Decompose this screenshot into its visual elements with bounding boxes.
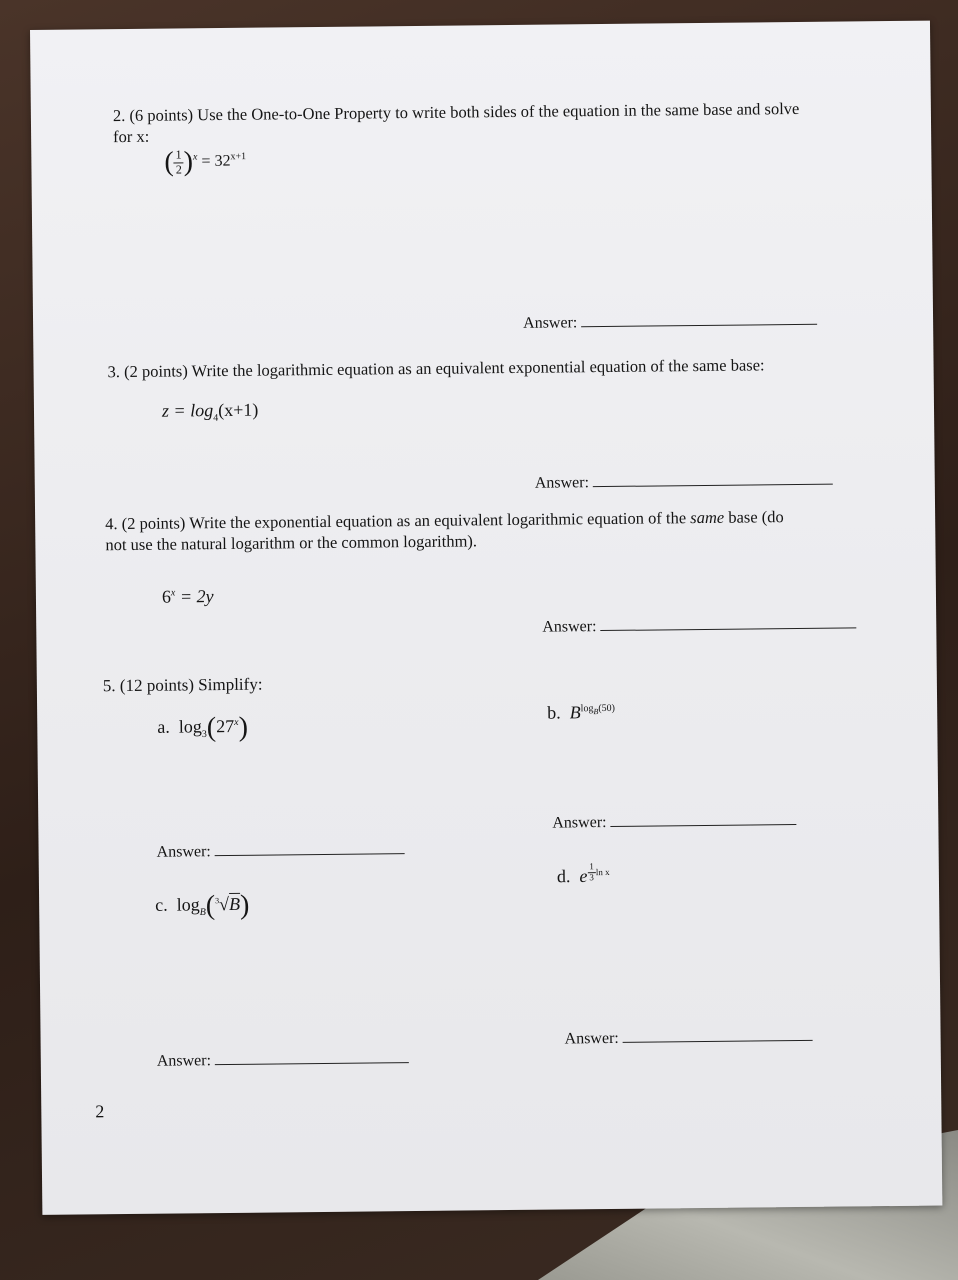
answer-line[interactable] [593, 483, 833, 488]
question-5-text: 5. (12 points) Simplify: [102, 674, 263, 696]
question-4-answer[interactable]: Answer: [542, 615, 856, 636]
question-2-text [113, 98, 800, 148]
question-4-equation: 6$^x$ = 2y [161, 586, 214, 607]
answer-line[interactable] [581, 323, 817, 327]
question-3-text: 3. (2 points) Write the logarithmic equation as an equivalent exponential equation of the same base: [107, 355, 765, 382]
question-2-line-2: for x: [113, 127, 150, 147]
question-2-answer[interactable]: Answer: [523, 312, 817, 333]
answer-line[interactable] [623, 1039, 813, 1043]
question-5a-answer[interactable]: Answer: [157, 841, 405, 862]
answer-line[interactable] [611, 823, 797, 827]
worksheet-page [30, 21, 942, 1215]
question-4-text: 4. (2 points) Write the exponential equation as an equivalent logarithmic equation of the same base (do not use the natural logarithm or the common logarithm). [105, 507, 784, 555]
answer-line[interactable] [215, 1061, 409, 1065]
question-3-answer[interactable]: Answer: [535, 472, 833, 493]
question-3-equation: $z = \log_4(x+1)$ [161, 399, 259, 424]
page-number: 2 [95, 1101, 105, 1122]
fraction: $\frac{1}{2}$ [175, 147, 182, 176]
question-5c-answer[interactable]: Answer: [157, 1050, 409, 1071]
answer-line[interactable] [215, 852, 405, 856]
question-5d-expression: d. e $^{\frac{1}{3} ln x}$ [556, 861, 610, 887]
question-5b-expression: b. $B^{log_B(50)}$ [547, 702, 616, 723]
question-2-equation: ( $\frac{1}{2}$ )$^x = 32^{x+1}$ [164, 146, 247, 178]
question-5d-answer[interactable]: Answer: [565, 1028, 813, 1049]
question-2-line-1: 2. (6 points) Use the One-to-One Property to write both sides of the equation in the same base and solve [112, 98, 800, 126]
question-5a-expression: a. $\log_3(27^x)$ [157, 711, 249, 744]
question-5b-answer[interactable]: Answer: [552, 812, 796, 833]
answer-line[interactable] [601, 626, 857, 631]
question-5c-expression: c. $\log_B(^3√B)$ [155, 889, 250, 922]
